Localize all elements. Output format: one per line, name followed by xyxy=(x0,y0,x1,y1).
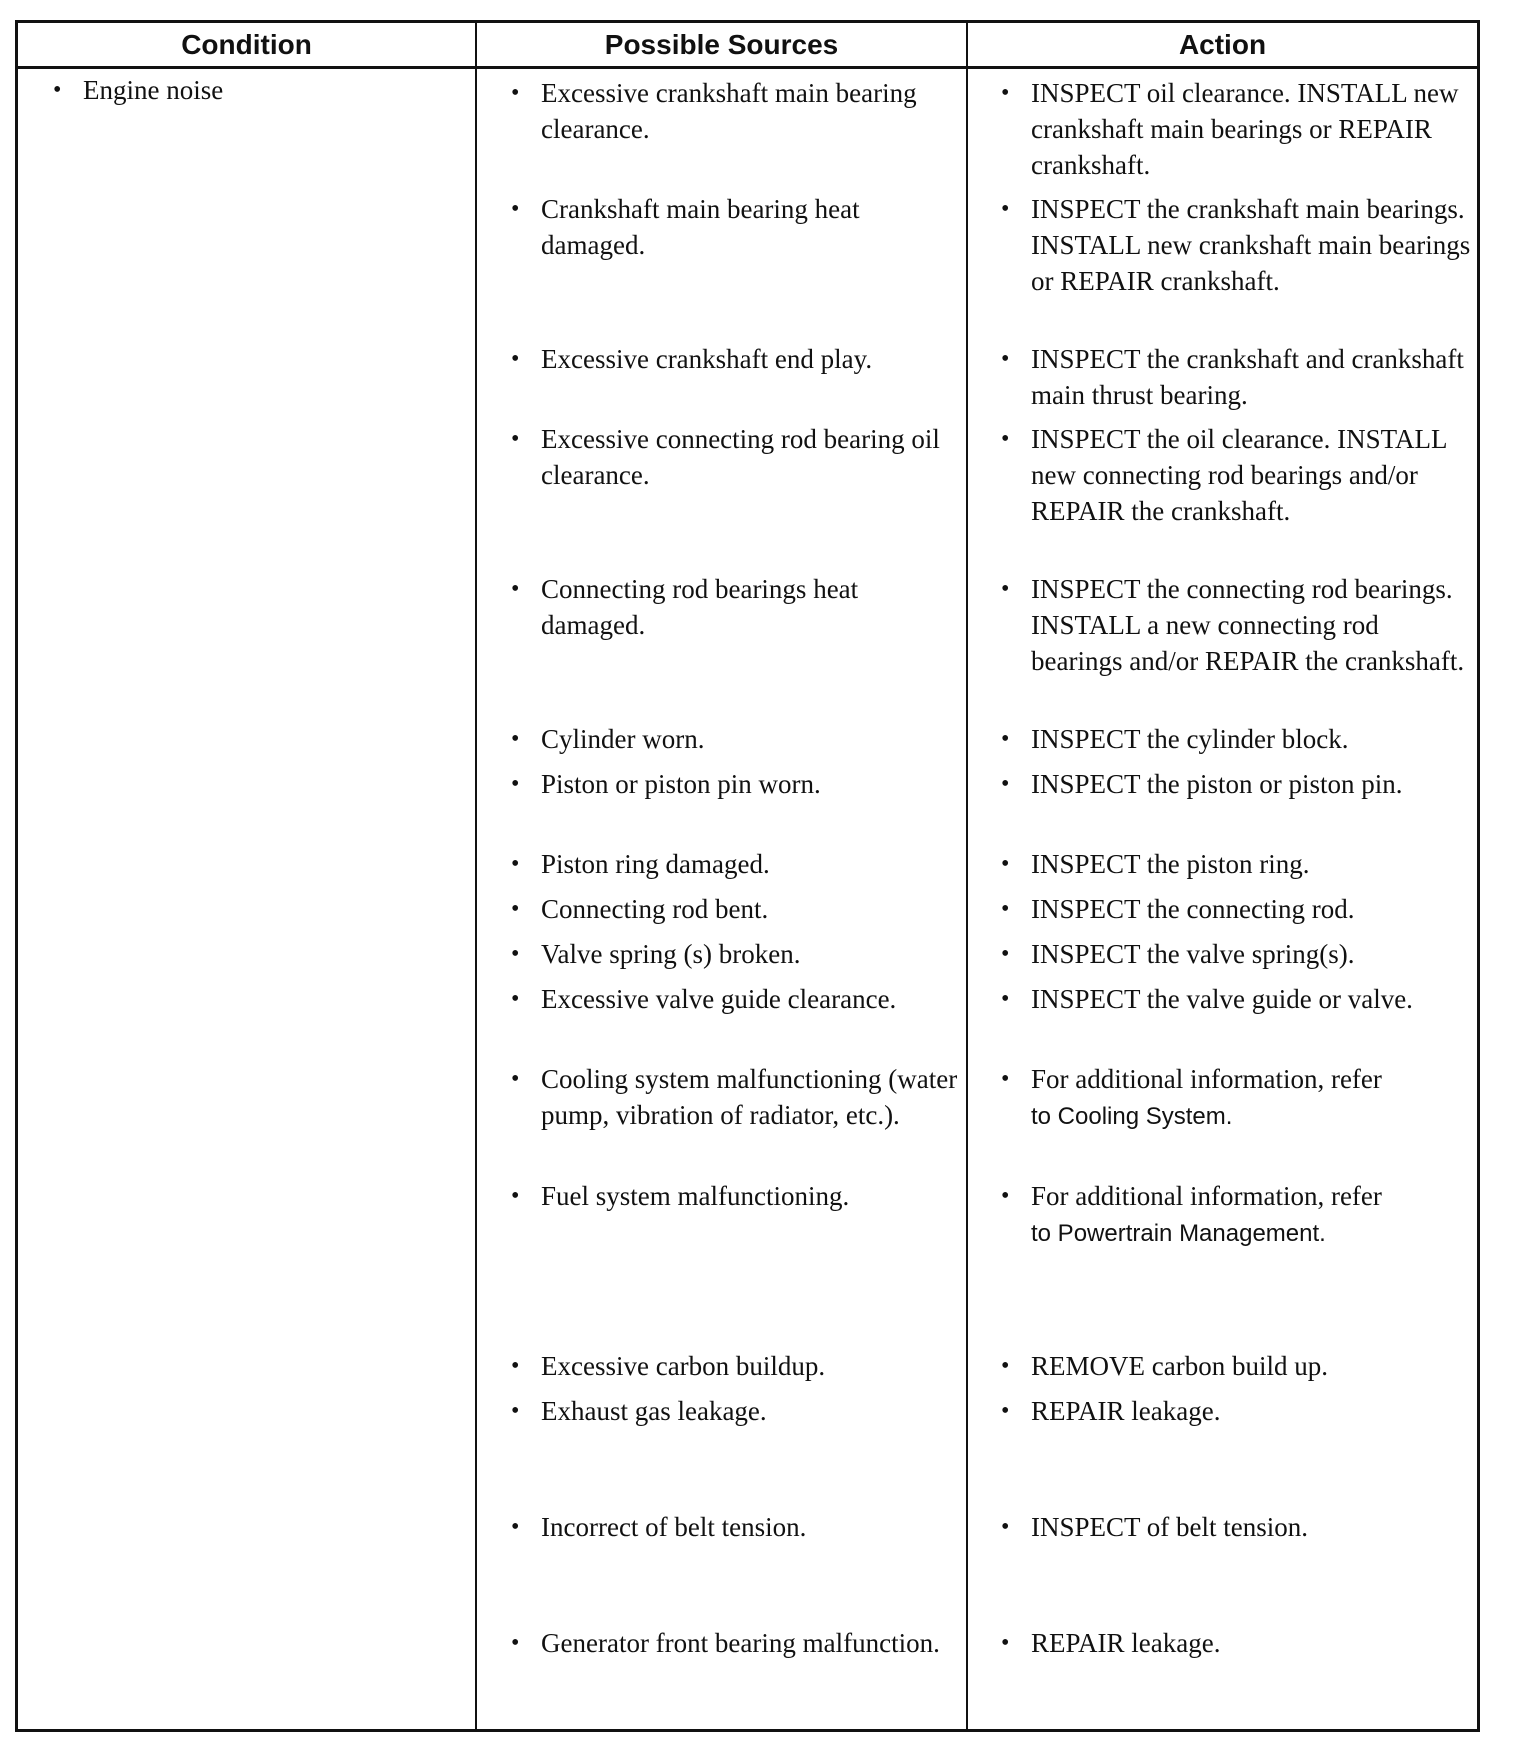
action-item xyxy=(1001,1178,1471,1252)
action-item: • INSPECT the crankshaft and crankshaft main thrust bearing. xyxy=(1001,341,1471,413)
source-item: • Crankshaft main bearing heat damaged. xyxy=(511,191,961,263)
action-item: • INSPECT the cylinder block. xyxy=(1001,721,1471,757)
action-item: • REPAIR leakage. xyxy=(1001,1625,1471,1661)
source-item: • Valve spring (s) broken. xyxy=(511,936,961,972)
action-item: • INSPECT oil clearance. INSTALL new crankshaft main bearings or REPAIR crankshaft. xyxy=(1001,75,1471,183)
source-item: • Excessive crankshaft main bearing clearance. xyxy=(511,75,961,147)
source-item: • Excessive carbon buildup. xyxy=(511,1348,961,1384)
column-divider-1 xyxy=(475,23,477,1729)
source-item: • Excessive crankshaft end play. xyxy=(511,341,961,377)
header-action: Action xyxy=(1178,29,1267,60)
source-item: • Exhaust gas leakage. xyxy=(511,1393,961,1429)
source-item: • Cylinder worn. xyxy=(511,721,961,757)
action-text: For additional information, refer xyxy=(1031,1181,1382,1211)
action-text: For additional information, refer xyxy=(1031,1064,1382,1094)
action-item: • INSPECT the valve guide or valve. xyxy=(1001,981,1471,1017)
source-item: • Piston or piston pin worn. xyxy=(511,766,961,802)
source-item: • Connecting rod bearings heat damaged. xyxy=(511,571,961,643)
source-item: • Fuel system malfunctioning. xyxy=(511,1178,961,1214)
condition-cell: • Engine noise xyxy=(53,72,453,108)
action-item: • INSPECT the piston or piston pin. xyxy=(1001,766,1471,802)
source-item: • Piston ring damaged. xyxy=(511,846,961,882)
header-condition: Condition xyxy=(181,29,312,60)
action-item: • INSPECT the connecting rod. xyxy=(1001,891,1471,927)
action-item xyxy=(1001,1061,1471,1135)
header-possible-sources: Possible Sources xyxy=(604,29,839,60)
source-item: • Generator front bearing malfunction. xyxy=(511,1625,961,1661)
header-divider xyxy=(18,66,1477,69)
cross-reference-link: to Powertrain Management. xyxy=(1031,1220,1326,1247)
source-item: • Cooling system malfunctioning (water pump, vibration of radiator, etc.). xyxy=(511,1061,961,1133)
column-divider-2 xyxy=(966,23,968,1729)
action-item: • INSPECT of belt tension. xyxy=(1001,1509,1471,1545)
source-item: • Excessive connecting rod bearing oil clearance. xyxy=(511,421,961,493)
action-item: • INSPECT the valve spring(s). xyxy=(1001,936,1471,972)
action-item: • INSPECT the piston ring. xyxy=(1001,846,1471,882)
action-item: • REPAIR leakage. xyxy=(1001,1393,1471,1429)
source-item: • Incorrect of belt tension. xyxy=(511,1509,961,1545)
diagnosis-table xyxy=(15,20,1480,1732)
action-item: • REMOVE carbon build up. xyxy=(1001,1348,1471,1384)
action-item: • INSPECT the connecting rod bearings. INSTALL a new connecting rod bearings and/or REPAIR the crankshaft. xyxy=(1001,571,1471,679)
cross-reference-link: to Cooling System. xyxy=(1031,1103,1233,1130)
action-item: • INSPECT the oil clearance. INSTALL new connecting rod bearings and/or REPAIR the crankshaft. xyxy=(1001,421,1471,529)
action-item: • INSPECT the crankshaft main bearings. INSTALL new crankshaft main bearings or REPAIR crankshaft. xyxy=(1001,191,1471,299)
source-item: • Connecting rod bent. xyxy=(511,891,961,927)
source-item: • Excessive valve guide clearance. xyxy=(511,981,961,1017)
